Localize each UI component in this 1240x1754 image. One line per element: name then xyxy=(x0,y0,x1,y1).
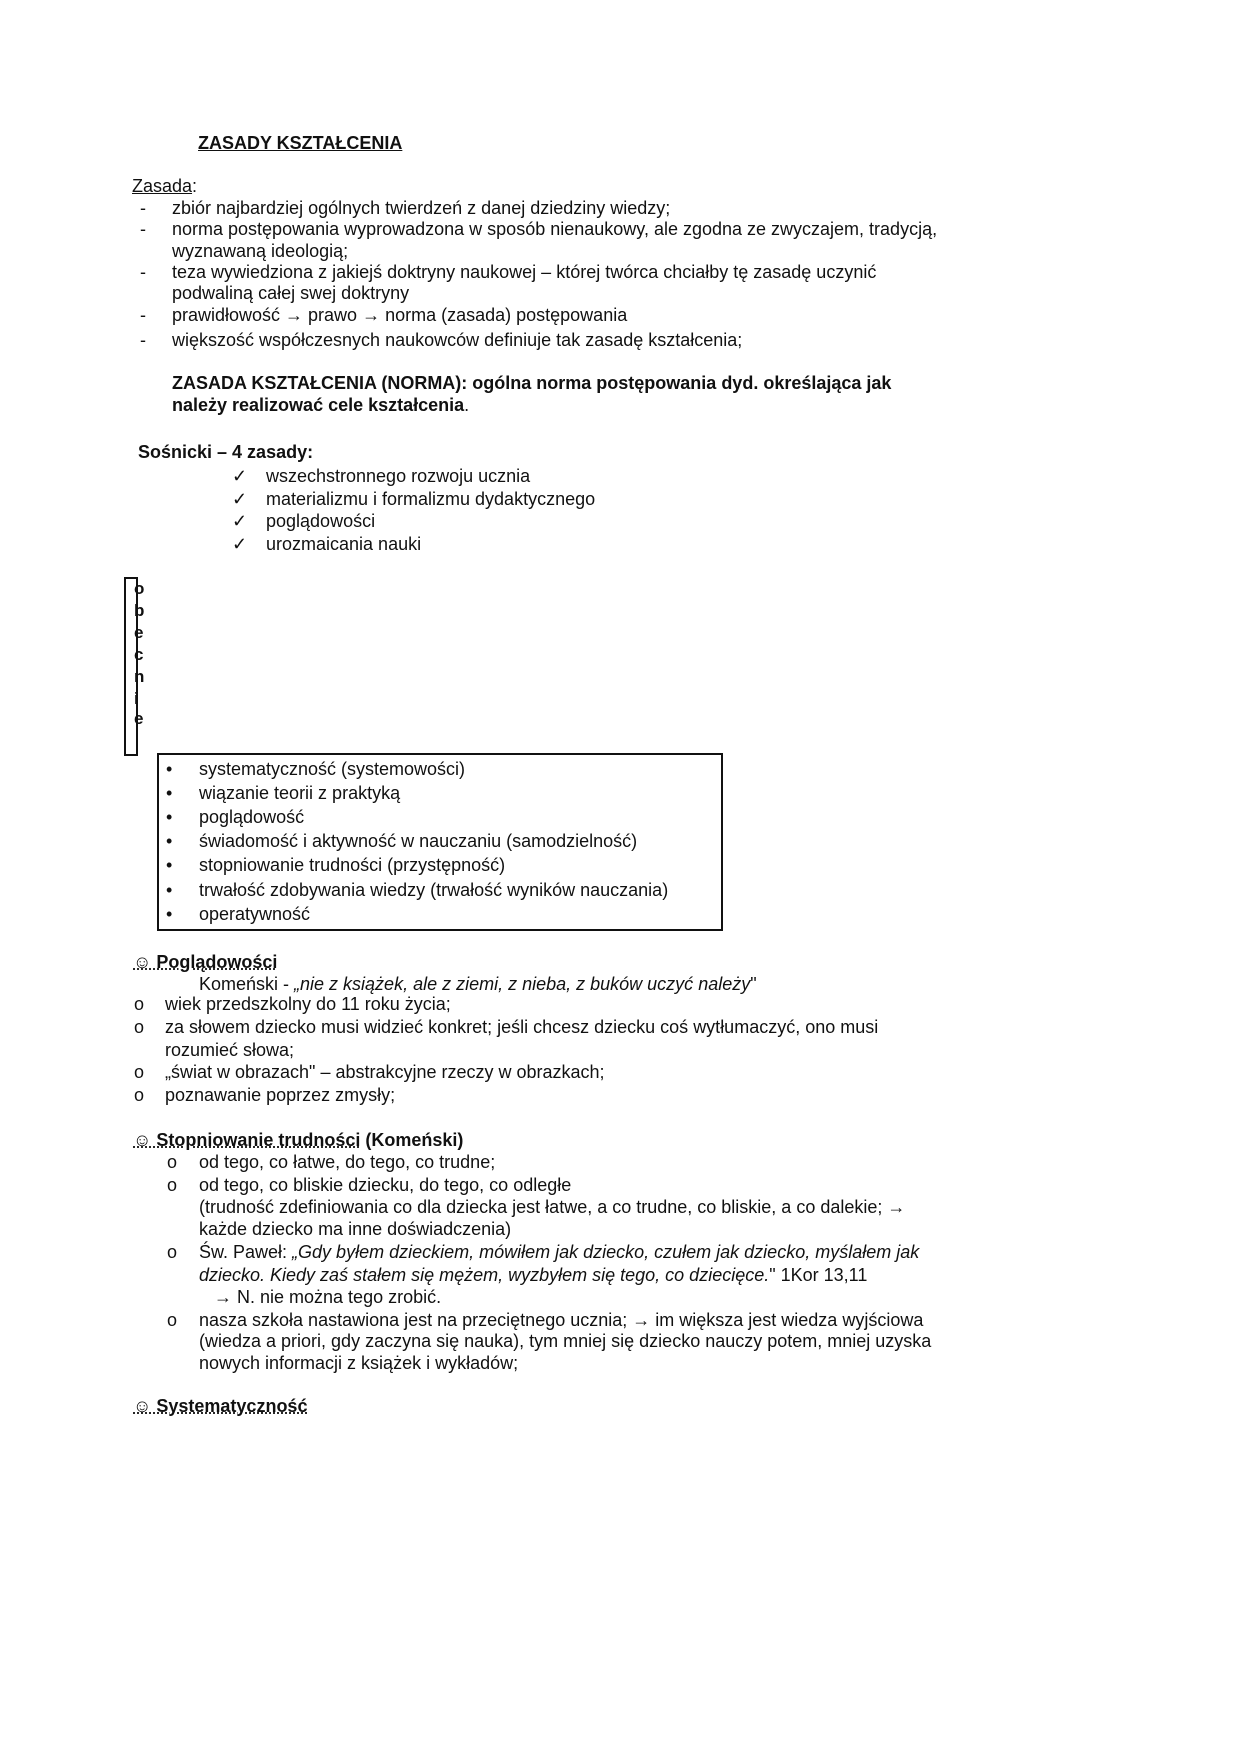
circle-marker: o xyxy=(167,1175,178,1195)
list-item: stopniowanie trudności (przystępność) xyxy=(199,855,506,875)
vertical-letter: o xyxy=(134,579,145,598)
zasada-label xyxy=(132,174,197,198)
section-heading-stopniowanie xyxy=(133,1128,463,1152)
colon: : xyxy=(192,176,198,196)
list-item-continuation: rozumieć słowa; xyxy=(165,1040,295,1060)
vertical-letter: e xyxy=(134,623,144,642)
list-item-continuation: nowych informacji z książek i wykładów; xyxy=(199,1353,519,1373)
quote-reference: " 1Kor 13,11 xyxy=(769,1265,868,1285)
vertical-letter: b xyxy=(134,601,145,620)
document-title: ZASADY KSZTAŁCENIA xyxy=(198,133,403,153)
quote-author: Św. Paweł: xyxy=(199,1242,293,1262)
list-item-continuation: (trudność zdefiniowania co dla dziecka jest łatwe, a co trudne, co bliskie, a co dalekie; → xyxy=(199,1197,906,1217)
definition-line xyxy=(172,393,469,417)
list-item: operatywność xyxy=(199,904,311,924)
list-item: od tego, co bliskie dziecku, do tego, co odległe xyxy=(199,1175,572,1195)
list-item: poznawanie poprzez zmysły; xyxy=(165,1085,396,1105)
quote-end: " xyxy=(750,974,757,994)
quote-text: „nie z książek, ale z ziemi, z nieba, z buków uczyć należy xyxy=(294,974,751,994)
list-item-continuation: wyznawaną ideologią; xyxy=(172,241,349,261)
bullet-icon: • xyxy=(166,904,173,924)
list-item: trwałość zdobywania wiedzy (trwałość wyników nauczania) xyxy=(199,880,669,900)
list-item: prawidłowość → prawo → norma (zasada) postępowania xyxy=(172,305,628,325)
list-item-continuation: (wiedza a priori, gdy zaczyna się nauka), tym mniej się dziecko nauczy potem, mniej uzyska xyxy=(199,1331,932,1351)
quote-text: dziecko. Kiedy zaś stałem się mężem, wyzbyłem się tego, co dziecięce. xyxy=(199,1265,770,1285)
list-item: urozmaicania nauki xyxy=(266,534,422,554)
list-item: większość współczesnych naukowców definiuje tak zasadę kształcenia; xyxy=(172,330,743,350)
check-icon: ✓ xyxy=(232,534,248,554)
list-item: „świat w obrazach" – abstrakcyjne rzeczy w obrazkach; xyxy=(165,1062,605,1082)
list-item: materializmu i formalizmu dydaktycznego xyxy=(266,489,596,509)
circle-marker: o xyxy=(134,994,145,1014)
circle-marker: o xyxy=(167,1242,178,1262)
bullet-icon: • xyxy=(166,807,173,827)
definition-text: należy realizować cele kształcenia xyxy=(172,395,465,415)
quote-text: „Gdy byłem dzieckiem, mówiłem jak dziecko, czułem jak dziecko, myślałem jak xyxy=(292,1242,920,1262)
check-icon: ✓ xyxy=(232,511,248,531)
circle-marker: o xyxy=(167,1152,178,1172)
dash-marker: - xyxy=(140,262,146,282)
circle-marker: o xyxy=(134,1085,145,1105)
list-item: teza wywiedziona z jakiejś doktryny naukowej – której twórca chciałby tę zasadę uczynić xyxy=(172,262,877,282)
zasada-label-text: Zasada xyxy=(132,176,193,196)
list-item: nasza szkoła nastawiona jest na przeciętnego ucznia; → im większa jest wiedza wyjściowa xyxy=(199,1310,924,1330)
vertical-letter: c xyxy=(134,645,144,664)
list-item xyxy=(199,1240,919,1264)
list-item: systematyczność (systemowości) xyxy=(199,759,466,779)
dash-marker: - xyxy=(140,330,146,350)
circle-marker: o xyxy=(134,1062,145,1082)
sosnicki-heading: Sośnicki – 4 zasady: xyxy=(138,442,314,462)
bullet-icon: • xyxy=(166,759,173,779)
list-item-continuation xyxy=(199,1263,867,1287)
heading-text: ☺ Stopniowanie trudności xyxy=(133,1130,361,1150)
list-item: świadomość i aktywność w nauczaniu (samodzielność) xyxy=(199,831,638,851)
dash-marker: - xyxy=(140,305,146,325)
list-item-continuation: każde dziecko ma inne doświadczenia) xyxy=(199,1219,512,1239)
vertical-letter: i xyxy=(134,689,139,708)
dash-marker: - xyxy=(140,219,146,239)
list-item: norma postępowania wyprowadzona w sposób nienaukowy, ale zgodna ze zwyczajem, tradycją, xyxy=(172,219,938,239)
note: → N. nie można tego zrobić. xyxy=(214,1287,442,1307)
bullet-icon: • xyxy=(166,783,173,803)
list-item-continuation: podwaliną całej swej doktryny xyxy=(172,283,410,303)
list-item: poglądowości xyxy=(266,511,376,531)
list-item: wiązanie teorii z praktyką xyxy=(199,783,401,803)
check-icon: ✓ xyxy=(232,489,248,509)
vertical-letter: e xyxy=(134,709,144,728)
bullet-icon: • xyxy=(166,831,173,851)
check-icon: ✓ xyxy=(232,466,248,486)
period: . xyxy=(464,395,470,415)
definition-line: ZASADA KSZTAŁCENIA (NORMA): ogólna norma postępowania dyd. określająca jak xyxy=(172,373,892,393)
dash-marker: - xyxy=(140,198,146,218)
circle-marker: o xyxy=(167,1310,178,1330)
bullet-icon: • xyxy=(166,855,173,875)
list-item: poglądowość xyxy=(199,807,305,827)
list-item: od tego, co łatwe, do tego, co trudne; xyxy=(199,1152,496,1172)
section-heading-systematycznosc: ☺ Systematyczność xyxy=(133,1396,308,1416)
vertical-letter: n xyxy=(134,667,145,686)
heading-suffix: (Komeński) xyxy=(360,1130,464,1150)
list-item: zbiór najbardziej ogólnych twierdzeń z danej dziedziny wiedzy; xyxy=(172,198,671,218)
section-heading-pogladowosci: ☺ Poglądowości xyxy=(133,952,278,972)
circle-marker: o xyxy=(134,1017,145,1037)
list-item: wiek przedszkolny do 11 roku życia; xyxy=(165,994,451,1014)
list-item: wszechstronnego rozwoju ucznia xyxy=(266,466,531,486)
quote-author: Komeński - xyxy=(199,974,295,994)
list-item: za słowem dziecko musi widzieć konkret; jeśli chcesz dziecku coś wytłumaczyć, ono musi xyxy=(165,1017,879,1037)
bullet-icon: • xyxy=(166,880,173,900)
